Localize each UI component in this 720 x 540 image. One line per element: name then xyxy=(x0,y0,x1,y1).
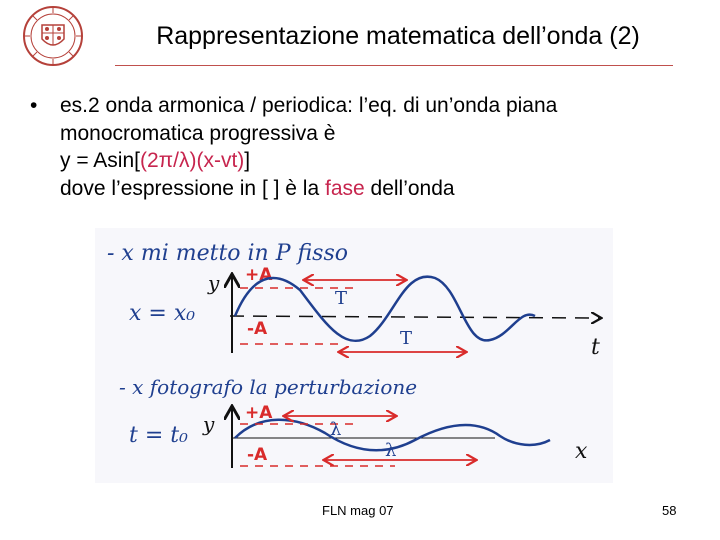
lower-minus-amplitude: -A xyxy=(247,445,268,465)
equation-suffix: ] xyxy=(244,149,251,172)
bullet-marker: • xyxy=(30,94,38,117)
upper-minus-amplitude: -A xyxy=(247,319,268,339)
upper-period-label-2: T xyxy=(400,328,413,349)
equation-phase: (2π/λ)(x-vt) xyxy=(139,149,245,172)
upper-period-label-1: T xyxy=(335,288,348,309)
lower-caption: - x fotografo la perturbazione xyxy=(119,375,418,399)
lower-wavelength-label-2: λ xyxy=(385,440,397,461)
equation-prefix: y = Asin[ xyxy=(60,149,140,172)
bullet-line-4 xyxy=(30,175,690,203)
line4-prefix: dove l’espressione in [ ] è la xyxy=(60,176,325,200)
slide-body xyxy=(30,92,690,202)
upper-plus-amplitude: +A xyxy=(245,265,273,285)
upper-caption: - x mi metto in P fisso xyxy=(107,241,349,266)
upper-y-axis-label: y xyxy=(208,271,220,295)
title-underline xyxy=(115,65,673,66)
wave-equation xyxy=(30,147,690,175)
phase-word: fase xyxy=(324,176,365,200)
upper-condition: x = x₀ xyxy=(129,301,196,326)
footer-label: FLN mag 07 xyxy=(322,503,394,518)
lower-x-axis-label: x xyxy=(575,439,588,464)
bullet-line-1: es.2 onda armonica / periodica: l’eq. di un’onda piana xyxy=(60,94,558,117)
lower-plus-amplitude: +A xyxy=(245,403,273,423)
line4-suffix: dell’onda xyxy=(364,176,455,200)
page-number: 58 xyxy=(662,503,677,518)
upper-t-axis-label: t xyxy=(591,335,600,360)
lower-wavelength-label-1: λ xyxy=(330,419,342,440)
university-seal-icon xyxy=(22,5,84,67)
bullet-line-2: monocromatica progressiva è xyxy=(60,121,336,145)
bullet-item xyxy=(30,92,690,120)
wave-sketch-figure xyxy=(95,228,613,483)
lower-condition: t = t₀ xyxy=(129,423,188,448)
slide-title: Rappresentazione matematica dell’onda (2) xyxy=(156,22,640,50)
lower-y-axis-label: y xyxy=(203,412,215,436)
